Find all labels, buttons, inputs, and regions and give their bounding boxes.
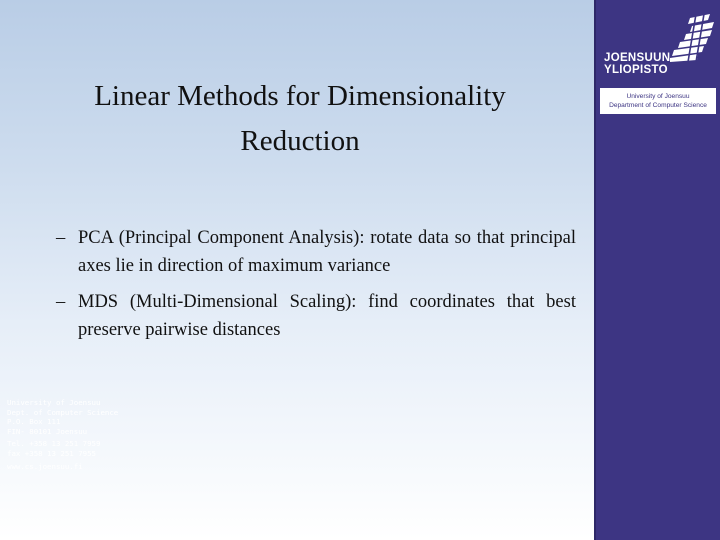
title-line-1: Linear Methods for Dimensionality (94, 80, 506, 112)
contact-line: Dept. of Computer Science (7, 407, 119, 417)
contact-line: Tel. +358 13 251 7959 (7, 439, 101, 449)
contact-line: fax +358 13 251 7955 (7, 448, 96, 458)
slide-title (40, 74, 560, 164)
bullet-dash: – (56, 228, 66, 248)
title-line-2: Reduction (240, 125, 360, 157)
dept-line-1: University of Joensuu (626, 93, 690, 100)
bullet-item-mds (56, 288, 576, 344)
university-logo-icon (670, 14, 716, 62)
dept-line-2: Department of Computer Science (609, 101, 707, 109)
bullet-text-pca: PCA (Principal Component Analysis): rotate data so that principal axes lie in direction of maximum variance (78, 228, 576, 276)
website-link[interactable]: www.cs.joensuu.fi (7, 461, 83, 471)
bullet-dash: – (56, 292, 66, 312)
contact-line: FIN- 80101 Joensuu (7, 426, 88, 436)
bullet-item-pca (56, 224, 576, 280)
contact-line: P.O. Box 111 (7, 417, 61, 427)
university-logo-text (604, 52, 670, 76)
bullet-text-mds: MDS (Multi-Dimensional Scaling): find coordinates that best preserve pairwise distances (78, 292, 576, 340)
department-label (600, 88, 716, 114)
contact-info (7, 398, 118, 471)
bullet-list (56, 224, 576, 352)
logo-line-1: JOENSUUN (604, 52, 671, 64)
contact-line: University of Joensuu (7, 398, 101, 407)
logo-line-2: YLIOPISTO (604, 64, 668, 76)
sidebar-panel (594, 0, 720, 540)
